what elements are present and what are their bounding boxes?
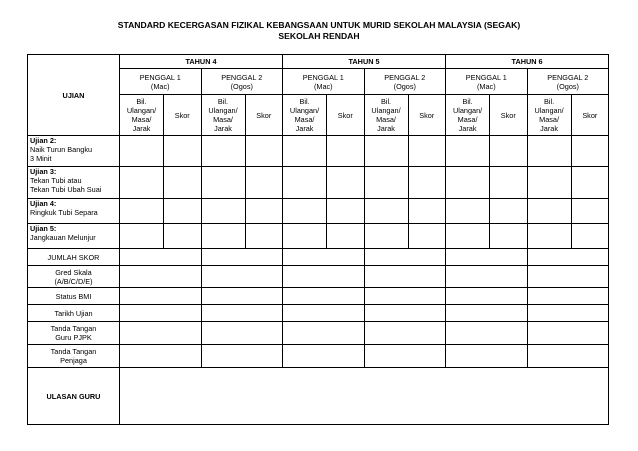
bil-ulangan-line: Masa/ <box>131 115 152 124</box>
bil-ulangan-header <box>446 95 490 136</box>
bil-ulangan-line: Masa/ <box>376 115 396 124</box>
skor-input-cell[interactable] <box>245 136 283 167</box>
test-label <box>28 167 120 199</box>
test-name: Ujian 2: <box>30 136 57 145</box>
year-header-tahun-6: TAHUN 6 <box>446 55 609 69</box>
bil-input-cell[interactable] <box>120 136 164 167</box>
bil-ulangan-header <box>120 95 164 136</box>
summary-input-cell[interactable] <box>201 322 283 345</box>
summary-label-line: JUMLAH SKOR <box>47 252 100 262</box>
bil-ulangan-line: Ulangan/ <box>534 106 564 115</box>
bil-ulangan-line: Jarak <box>458 124 477 133</box>
summary-input-cell[interactable] <box>364 305 446 322</box>
test-label <box>28 224 120 249</box>
bil-input-cell[interactable] <box>364 167 408 199</box>
bil-input-cell[interactable] <box>364 199 408 224</box>
table-row <box>28 266 609 288</box>
penggal-header <box>120 69 202 95</box>
table-row <box>28 224 609 249</box>
penggal-name: PENGGAL 1 <box>302 72 344 82</box>
bil-ulangan-line: Bil. <box>462 97 473 106</box>
skor-header: Skor <box>490 95 528 136</box>
skor-input-cell[interactable] <box>327 167 365 199</box>
summary-label-line: Gred Skala <box>55 267 92 277</box>
summary-label-line: Status BMI <box>55 291 92 301</box>
bil-input-cell[interactable] <box>364 224 408 249</box>
summary-input-cell[interactable] <box>120 322 202 345</box>
summary-input-cell[interactable] <box>527 345 609 368</box>
summary-input-cell[interactable] <box>527 322 609 345</box>
table-row <box>28 199 609 224</box>
summary-input-cell[interactable] <box>364 345 446 368</box>
summary-label-line: (A/B/C/D/E) <box>54 276 93 286</box>
summary-label <box>28 266 120 288</box>
bil-ulangan-line: Masa/ <box>213 115 233 124</box>
bil-ulangan-header <box>283 95 327 136</box>
skor-input-cell[interactable] <box>164 136 202 167</box>
test-label <box>28 199 120 224</box>
bil-ulangan-line: Bil. <box>217 97 229 106</box>
summary-label-line: Penjaga <box>60 356 87 365</box>
bil-input-cell[interactable] <box>283 136 327 167</box>
summary-input-cell[interactable] <box>283 345 365 368</box>
summary-input-cell[interactable] <box>120 266 202 288</box>
summary-input-cell[interactable] <box>364 249 446 266</box>
bil-ulangan-line: Ulangan/ <box>371 106 401 115</box>
summary-input-cell[interactable] <box>120 305 202 322</box>
bil-input-cell[interactable] <box>364 136 408 167</box>
skor-header: Skor <box>571 95 609 136</box>
test-description: 3 Minit <box>30 154 52 163</box>
penggal-month: (Mac) <box>476 81 496 91</box>
skor-input-cell[interactable] <box>571 136 609 167</box>
summary-input-cell[interactable] <box>283 322 365 345</box>
test-name: Ujian 5: <box>30 224 57 233</box>
summary-input-cell[interactable] <box>527 249 609 266</box>
bil-ulangan-line: Bil. <box>299 97 310 106</box>
penggal-month: (Ogos) <box>393 81 416 91</box>
summary-input-cell[interactable] <box>446 322 528 345</box>
skor-input-cell[interactable] <box>164 199 202 224</box>
penggal-name: PENGGAL 2 <box>384 72 426 82</box>
bil-ulangan-line: Ulangan/ <box>452 106 483 115</box>
summary-input-cell[interactable] <box>283 305 365 322</box>
skor-input-cell[interactable] <box>164 224 202 249</box>
bil-ulangan-header <box>527 95 571 136</box>
bil-ulangan-line: Masa/ <box>539 115 559 124</box>
skor-input-cell[interactable] <box>490 167 528 199</box>
test-description: Ringkuk Tubi Separa <box>30 208 98 217</box>
summary-input-cell[interactable] <box>364 322 446 345</box>
bil-input-cell[interactable] <box>201 136 245 167</box>
summary-label-line: Tanda Tangan <box>50 324 97 333</box>
skor-input-cell[interactable] <box>408 199 446 224</box>
summary-input-cell[interactable] <box>201 249 283 266</box>
skor-input-cell[interactable] <box>327 136 365 167</box>
summary-input-cell[interactable] <box>527 266 609 288</box>
penggal-header <box>527 69 609 95</box>
bil-input-cell[interactable] <box>446 136 490 167</box>
bil-ulangan-line: Bil. <box>380 97 392 106</box>
bil-ulangan-line: Masa/ <box>294 115 315 124</box>
skor-input-cell[interactable] <box>408 136 446 167</box>
table-row <box>28 322 609 345</box>
bil-input-cell[interactable] <box>283 199 327 224</box>
summary-input-cell[interactable] <box>283 249 365 266</box>
bil-input-cell[interactable] <box>527 167 571 199</box>
test-description: Tekan Tubi atau <box>30 176 82 185</box>
skor-input-cell[interactable] <box>571 167 609 199</box>
penggal-month: (Mac) <box>313 81 333 91</box>
penggal-month: (Ogos) <box>556 81 579 91</box>
bil-input-cell[interactable] <box>527 136 571 167</box>
summary-label-line: Tanda Tangan <box>50 347 97 356</box>
segak-score-table <box>27 54 609 425</box>
penggal-name: PENGGAL 1 <box>139 72 181 82</box>
summary-input-cell[interactable] <box>283 266 365 288</box>
bil-input-cell[interactable] <box>283 224 327 249</box>
table-row <box>28 136 609 167</box>
bil-ulangan-line: Jarak <box>132 124 151 133</box>
bil-input-cell[interactable] <box>283 167 327 199</box>
penggal-name: PENGGAL 2 <box>221 72 263 82</box>
bil-input-cell[interactable] <box>446 167 490 199</box>
summary-input-cell[interactable] <box>364 288 446 305</box>
bil-ulangan-header <box>364 95 408 136</box>
summary-input-cell[interactable] <box>201 345 283 368</box>
bil-ulangan-line: Bil. <box>136 97 147 106</box>
ujian-header: UJIAN <box>28 55 120 136</box>
summary-label <box>28 288 120 305</box>
ulasan-guru-cell[interactable] <box>120 368 609 425</box>
bil-ulangan-line: Jarak <box>214 124 232 133</box>
bil-input-cell[interactable] <box>120 199 164 224</box>
bil-ulangan-line: Masa/ <box>457 115 478 124</box>
test-description: Naik Turun Bangku <box>30 145 93 154</box>
penggal-header <box>201 69 283 95</box>
ulasan-guru-label: ULASAN GURU <box>28 368 120 425</box>
summary-label-line: Guru PJPK <box>55 333 92 342</box>
form-title-line1: STANDARD KECERGASAN FIZIKAL KEBANGSAAN UNTUK MURID SEKOLAH MALAYSIA (SEGAK) <box>117 20 521 30</box>
table-row <box>28 345 609 368</box>
test-description: Jangkauan Melunjur <box>30 233 96 242</box>
penggal-month: (Mac) <box>150 81 170 91</box>
bil-ulangan-line: Jarak <box>295 124 314 133</box>
skor-input-cell[interactable] <box>245 224 283 249</box>
penggal-name: PENGGAL 2 <box>547 72 589 82</box>
summary-input-cell[interactable] <box>283 288 365 305</box>
bil-ulangan-line: Ulangan/ <box>208 106 238 115</box>
summary-input-cell[interactable] <box>120 288 202 305</box>
skor-input-cell[interactable] <box>490 136 528 167</box>
table-row <box>28 305 609 322</box>
summary-label-line: Tarikh Ujian <box>54 308 93 318</box>
bil-input-cell[interactable] <box>201 199 245 224</box>
skor-input-cell[interactable] <box>164 167 202 199</box>
skor-input-cell[interactable] <box>571 224 609 249</box>
skor-header: Skor <box>164 95 202 136</box>
skor-input-cell[interactable] <box>327 199 365 224</box>
summary-input-cell[interactable] <box>201 305 283 322</box>
summary-input-cell[interactable] <box>527 305 609 322</box>
bil-input-cell[interactable] <box>201 224 245 249</box>
summary-input-cell[interactable] <box>120 249 202 266</box>
summary-input-cell[interactable] <box>527 288 609 305</box>
table-row <box>28 167 609 199</box>
skor-input-cell[interactable] <box>245 199 283 224</box>
bil-input-cell[interactable] <box>527 199 571 224</box>
bil-ulangan-line: Bil. <box>543 97 555 106</box>
skor-input-cell[interactable] <box>408 167 446 199</box>
penggal-month: (Ogos) <box>230 81 253 91</box>
test-name: Ujian 4: <box>30 199 57 208</box>
penggal-header <box>446 69 528 95</box>
test-description: Tekan Tubi Ubah Suai <box>30 185 102 194</box>
table-row <box>28 288 609 305</box>
bil-ulangan-header <box>201 95 245 136</box>
bil-ulangan-line: Ulangan/ <box>126 106 157 115</box>
skor-input-cell[interactable] <box>490 224 528 249</box>
summary-label <box>28 305 120 322</box>
bil-ulangan-line: Jarak <box>377 124 395 133</box>
skor-input-cell[interactable] <box>490 199 528 224</box>
bil-input-cell[interactable] <box>527 224 571 249</box>
form-title <box>0 20 638 42</box>
summary-input-cell[interactable] <box>446 305 528 322</box>
skor-header: Skor <box>245 95 283 136</box>
summary-label <box>28 322 120 345</box>
bil-input-cell[interactable] <box>201 167 245 199</box>
bil-input-cell[interactable] <box>446 199 490 224</box>
summary-label <box>28 249 120 266</box>
summary-input-cell[interactable] <box>446 288 528 305</box>
skor-input-cell[interactable] <box>327 224 365 249</box>
bil-input-cell[interactable] <box>120 224 164 249</box>
table-row <box>28 249 609 266</box>
skor-header: Skor <box>408 95 446 136</box>
summary-label <box>28 345 120 368</box>
summary-input-cell[interactable] <box>446 345 528 368</box>
summary-input-cell[interactable] <box>201 288 283 305</box>
summary-input-cell[interactable] <box>446 266 528 288</box>
skor-input-cell[interactable] <box>408 224 446 249</box>
skor-input-cell[interactable] <box>571 199 609 224</box>
skor-input-cell[interactable] <box>245 167 283 199</box>
form-title-line2: SEKOLAH RENDAH <box>278 31 360 41</box>
summary-input-cell[interactable] <box>364 266 446 288</box>
summary-input-cell[interactable] <box>120 345 202 368</box>
bil-input-cell[interactable] <box>446 224 490 249</box>
year-header-tahun-4: TAHUN 4 <box>120 55 283 69</box>
summary-input-cell[interactable] <box>201 266 283 288</box>
summary-input-cell[interactable] <box>446 249 528 266</box>
penggal-header <box>364 69 446 95</box>
test-label <box>28 136 120 167</box>
penggal-header <box>283 69 365 95</box>
test-name: Ujian 3: <box>30 167 57 176</box>
skor-header: Skor <box>327 95 365 136</box>
bil-ulangan-line: Ulangan/ <box>289 106 320 115</box>
bil-input-cell[interactable] <box>120 167 164 199</box>
year-header-tahun-5: TAHUN 5 <box>283 55 446 69</box>
penggal-name: PENGGAL 1 <box>465 72 507 82</box>
bil-ulangan-line: Jarak <box>540 124 558 133</box>
